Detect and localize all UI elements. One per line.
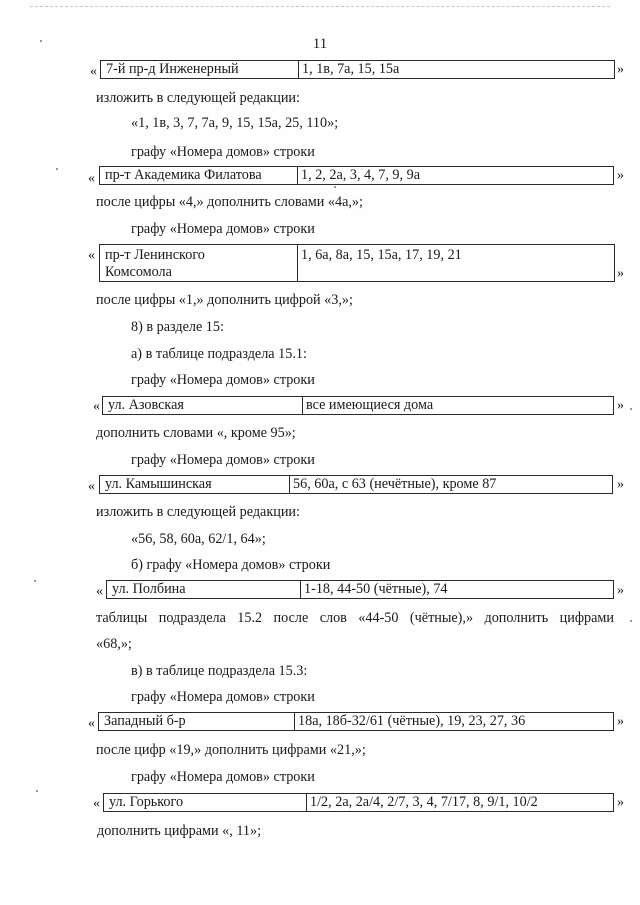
open-quote: « [88,716,95,731]
paragraph: а) в таблице подраздела 15.1: [131,346,307,362]
paragraph: 8) в разделе 15: [131,319,224,335]
paragraph: после цифры «4,» дополнить словами «4а,»; [96,194,363,210]
houses-cell: 1-18, 44-50 (чётные), 74 [304,581,448,597]
street-cell [100,245,298,281]
paragraph: «1, 1в, 3, 7, 7а, 9, 15, 15а, 25, 110»; [131,115,339,131]
close-quote: » [617,168,624,183]
open-quote: « [88,479,95,494]
close-quote: » [617,266,624,281]
open-quote: « [93,796,100,811]
houses-cell: все имеющиеся дома [306,397,434,413]
scan-speck [36,790,38,792]
close-quote: » [617,62,624,77]
open-quote: « [96,584,103,599]
open-quote: « [93,399,100,414]
street-cell: ул. Азовская [103,397,303,414]
paragraph: в) в таблице подраздела 15.3: [131,663,308,679]
paragraph: дополнить словами «, кроме 95»; [96,425,296,441]
street-table-row [100,60,615,79]
street-cell-line: пр-т Ленинского [105,247,205,263]
paragraph: таблицы подраздела 15.2 после слов «44-50 (чётные),» дополнить цифрами [96,610,614,626]
scan-speck [40,40,42,42]
paragraph: графу «Номера домов» строки [131,372,315,388]
street-table-row [99,166,614,185]
houses-cell: 1, 6а, 8а, 15, 15а, 17, 19, 21 [301,247,462,263]
street-cell: ул. Камышинская [100,476,290,493]
houses-cell: 1, 1в, 7а, 15, 15а [302,61,400,77]
houses-cell: 1, 2, 2а, 3, 4, 7, 9, 9а [301,167,421,183]
paragraph: графу «Номера домов» строки [131,452,315,468]
street-table-row [103,793,614,812]
street-table-row [99,475,613,494]
scan-speck [630,620,632,622]
street-cell: 7-й пр-д Инженерный [101,61,299,78]
scan-speck [630,408,632,410]
street-table-row [102,396,614,415]
open-quote: « [88,248,95,263]
paragraph: «68,»; [96,636,132,652]
paragraph: дополнить цифрами «, 11»; [97,823,262,839]
open-quote: « [88,171,95,186]
houses-cell: 1/2, 2а, 2а/4, 2/7, 3, 4, 7/17, 8, 9/1, 10/2 [310,794,538,810]
close-quote: » [617,714,624,729]
scan-speck [34,580,36,582]
street-cell: пр-т Академика Филатова [100,167,298,184]
open-quote: « [90,64,97,79]
street-table-row [106,580,614,599]
scan-speck [56,168,58,170]
houses-cell: 18а, 18б-32/61 (чётные), 19, 23, 27, 36 [298,713,526,729]
paragraph: графу «Номера домов» строки [131,769,315,785]
paragraph: б) графу «Номера домов» строки [131,557,331,573]
paragraph: графу «Номера домов» строки [131,144,315,160]
paragraph: графу «Номера домов» строки [131,221,315,237]
paragraph: после цифры «1,» дополнить цифрой «3,»; [96,292,353,308]
street-cell: Западный б-р [99,713,295,730]
street-cell: ул. Полбина [107,581,301,598]
close-quote: » [617,795,624,810]
paragraph: после цифр «19,» дополнить цифрами «21,»; [96,742,366,758]
paragraph: графу «Номера домов» строки [131,689,315,705]
scan-speck [334,186,336,188]
close-quote: » [617,583,624,598]
street-cell: ул. Горького [104,794,307,811]
houses-cell: 56, 60а, с 63 (нечётные), кроме 87 [293,476,497,492]
paragraph: изложить в следующей редакции: [96,90,300,106]
close-quote: » [617,477,624,492]
page-number: 11 [312,36,328,52]
street-cell-line: Комсомола [105,264,172,280]
scan-edge-line [30,6,610,7]
street-table-row [98,712,614,731]
paragraph: изложить в следующей редакции: [96,504,300,520]
close-quote: » [617,398,624,413]
street-table-row [99,244,615,282]
paragraph: «56, 58, 60а, 62/1, 64»; [131,531,266,547]
